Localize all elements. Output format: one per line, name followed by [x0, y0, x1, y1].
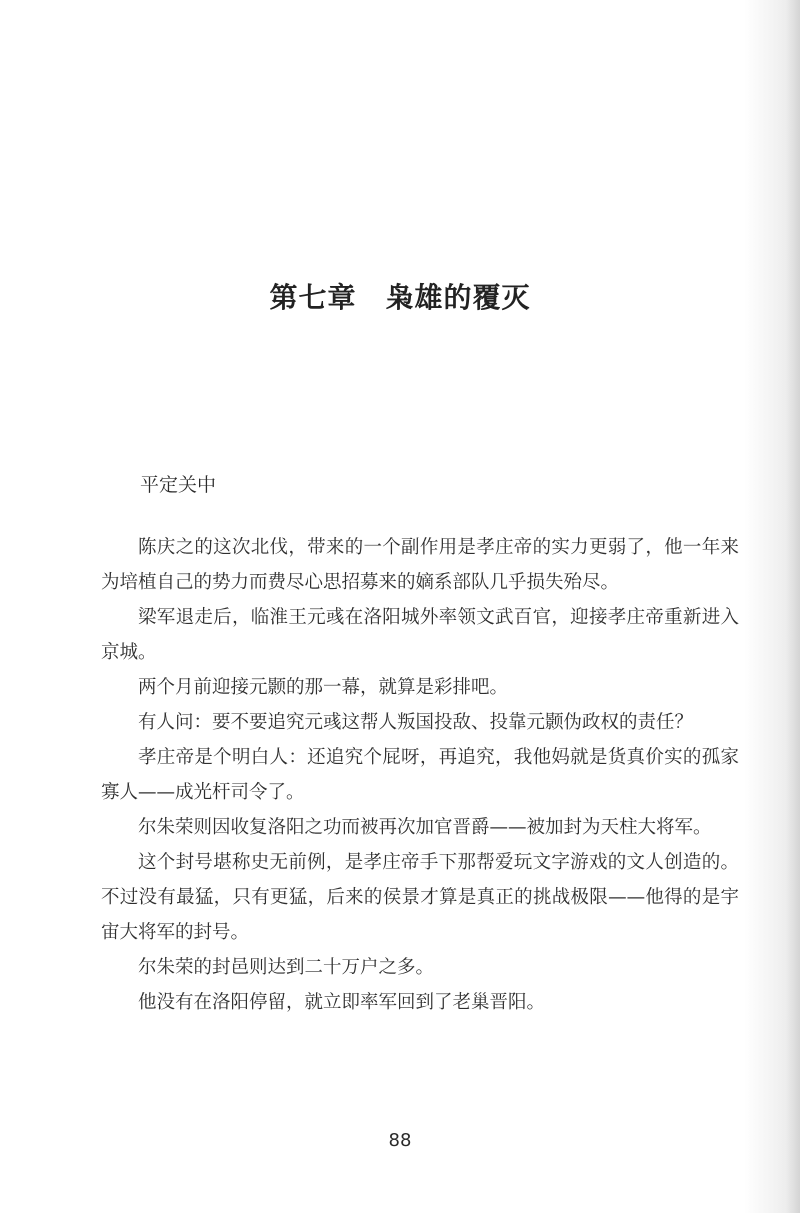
section-title: 平定关中: [140, 474, 217, 496]
page-number: 88: [388, 1130, 412, 1151]
page-edge-shadow: [786, 0, 800, 1213]
paragraph: 他没有在洛阳停留，就立即率军回到了老巢晋阳。: [138, 992, 546, 1013]
paragraph: 孝庄帝是个明白人：还追究个屁呀，再追究，我他妈就是货真价实的孤家寡人——成光杆司令了。: [101, 747, 739, 803]
paragraph: 尔朱荣则因收复洛阳之功而被再次加官晋爵——被加封为天柱大将军。: [138, 817, 712, 838]
paragraph: 尔朱荣的封邑则达到二十万户之多。: [138, 957, 435, 978]
paragraph: 梁军退走后，临淮王元彧在洛阳城外率领文武百官，迎接孝庄帝重新进入京城。: [101, 607, 739, 663]
paragraph: 这个封号堪称史无前例，是孝庄帝手下那帮爱玩文字游戏的文人创造的。不过没有最猛，只有更猛，后来的侯景才算是真正的挑战极限——他得的是宇宙大将军的封号。: [101, 852, 739, 943]
body-text: [101, 530, 739, 1020]
paragraph: 陈庆之的这次北伐，带来的一个副作用是孝庄帝的实力更弱了，他一年来为培植自己的势力而费尽心思招募来的嫡系部队几乎损失殆尽。: [101, 537, 739, 593]
chapter-title: 第七章 枭雄的覆灭: [269, 281, 531, 314]
paragraph: 有人问：要不要追究元彧这帮人叛国投敌、投靠元颢伪政权的责任？: [138, 712, 694, 733]
paragraph: 两个月前迎接元颢的那一幕，就算是彩排吧。: [138, 677, 509, 698]
